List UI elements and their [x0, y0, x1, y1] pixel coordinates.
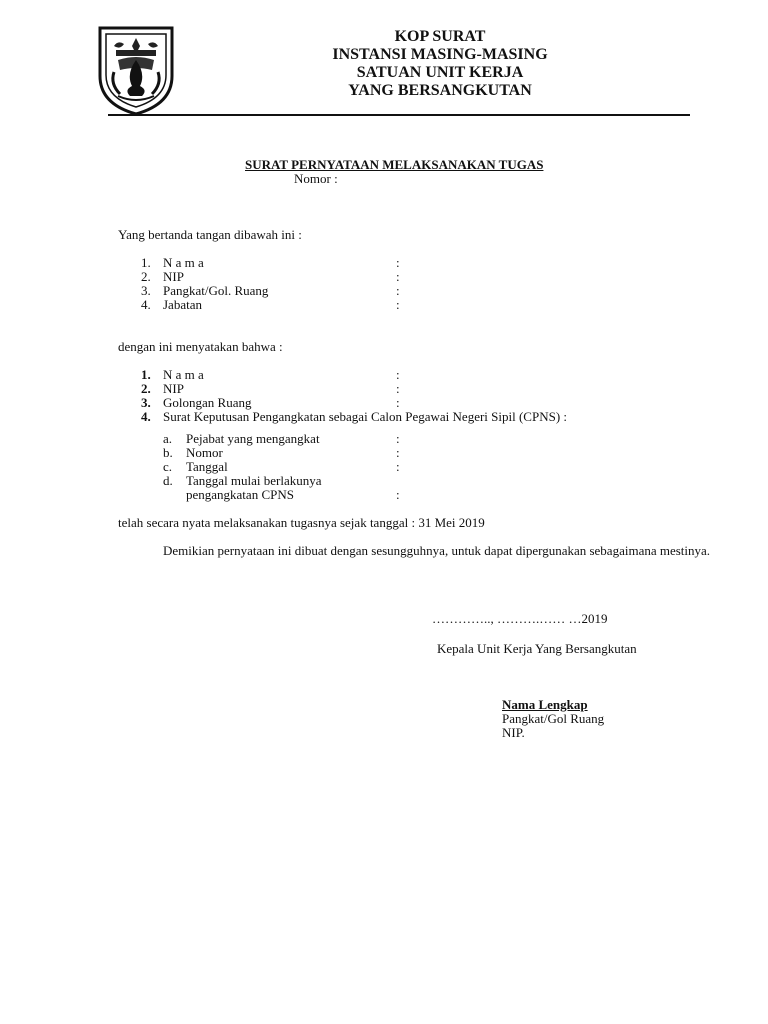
field-colon: :: [396, 395, 400, 410]
letterhead-divider: [108, 114, 690, 116]
field-colon: :: [396, 255, 400, 270]
signer-nip: NIP.: [502, 725, 525, 740]
field-label: Tanggal: [186, 459, 228, 474]
field-label: Nomor: [186, 445, 223, 460]
field-colon: :: [396, 283, 400, 298]
list-number: 4.: [141, 409, 151, 424]
field-label: Tanggal mulai berlakunya: [186, 473, 322, 488]
closing-paragraph: Demikian pernyataan ini dibuat dengan sesungguhnya, untuk dapat dipergunakan sebagaimana mestinya.: [163, 543, 711, 558]
field-label: N a m a: [163, 367, 204, 382]
list-number: 4.: [141, 297, 151, 312]
field-colon: :: [396, 269, 400, 284]
field-label: Pangkat/Gol. Ruang: [163, 283, 269, 298]
list-number: 3.: [141, 395, 151, 410]
field-label: N a m a: [163, 255, 204, 270]
list-number: 2.: [141, 381, 151, 396]
list-number: 2.: [141, 269, 151, 284]
place-date: ………….., ……….…… …2019: [432, 611, 608, 626]
list-letter: a.: [163, 431, 173, 446]
field-colon: :: [396, 459, 400, 474]
field-colon: :: [396, 367, 400, 382]
list-number: 3.: [141, 283, 151, 298]
letterhead-line-4: YANG BERSANGKUTAN: [348, 82, 532, 99]
field-label: NIP: [163, 381, 184, 396]
letterhead-line-3: SATUAN UNIT KERJA: [356, 64, 524, 81]
statement-intro: dengan ini menyatakan bahwa :: [118, 339, 283, 354]
regional-coat-of-arms-icon: [94, 24, 178, 116]
field-label-continued: pengangkatan CPNS: [186, 487, 294, 502]
signer-name: Nama Lengkap: [502, 697, 588, 712]
field-colon: :: [396, 381, 400, 396]
letterhead-line-1: KOP SURAT: [394, 28, 486, 45]
signer-role: Kepala Unit Kerja Yang Bersangkutan: [437, 641, 637, 656]
field-label: Pejabat yang mengangkat: [186, 431, 320, 446]
field-label: Golongan Ruang: [163, 395, 252, 410]
list-number: 1.: [141, 367, 151, 382]
document-number: Nomor :: [294, 171, 338, 186]
field-colon: :: [396, 445, 400, 460]
letterhead-line-2: INSTANSI MASING-MASING: [332, 46, 548, 63]
executed-statement: telah secara nyata melaksanakan tugasnya sejak tanggal : 31 Mei 2019: [118, 515, 485, 530]
field-label: Jabatan: [163, 297, 202, 312]
field-label: Surat Keputusan Pengangkatan sebagai Calon Pegawai Negeri Sipil (CPNS) :: [163, 409, 568, 424]
field-colon: :: [396, 297, 400, 312]
list-letter: d.: [163, 473, 173, 488]
list-letter: c.: [163, 459, 173, 474]
list-letter: b.: [163, 445, 173, 460]
signer-intro: Yang bertanda tangan dibawah ini :: [118, 227, 302, 242]
list-number: 1.: [141, 255, 151, 270]
signer-rank: Pangkat/Gol Ruang: [502, 711, 605, 726]
field-label: NIP: [163, 269, 184, 284]
field-colon: :: [396, 431, 400, 446]
field-colon: :: [396, 487, 400, 502]
document-title: SURAT PERNYATAAN MELAKSANAKAN TUGAS: [245, 157, 544, 172]
